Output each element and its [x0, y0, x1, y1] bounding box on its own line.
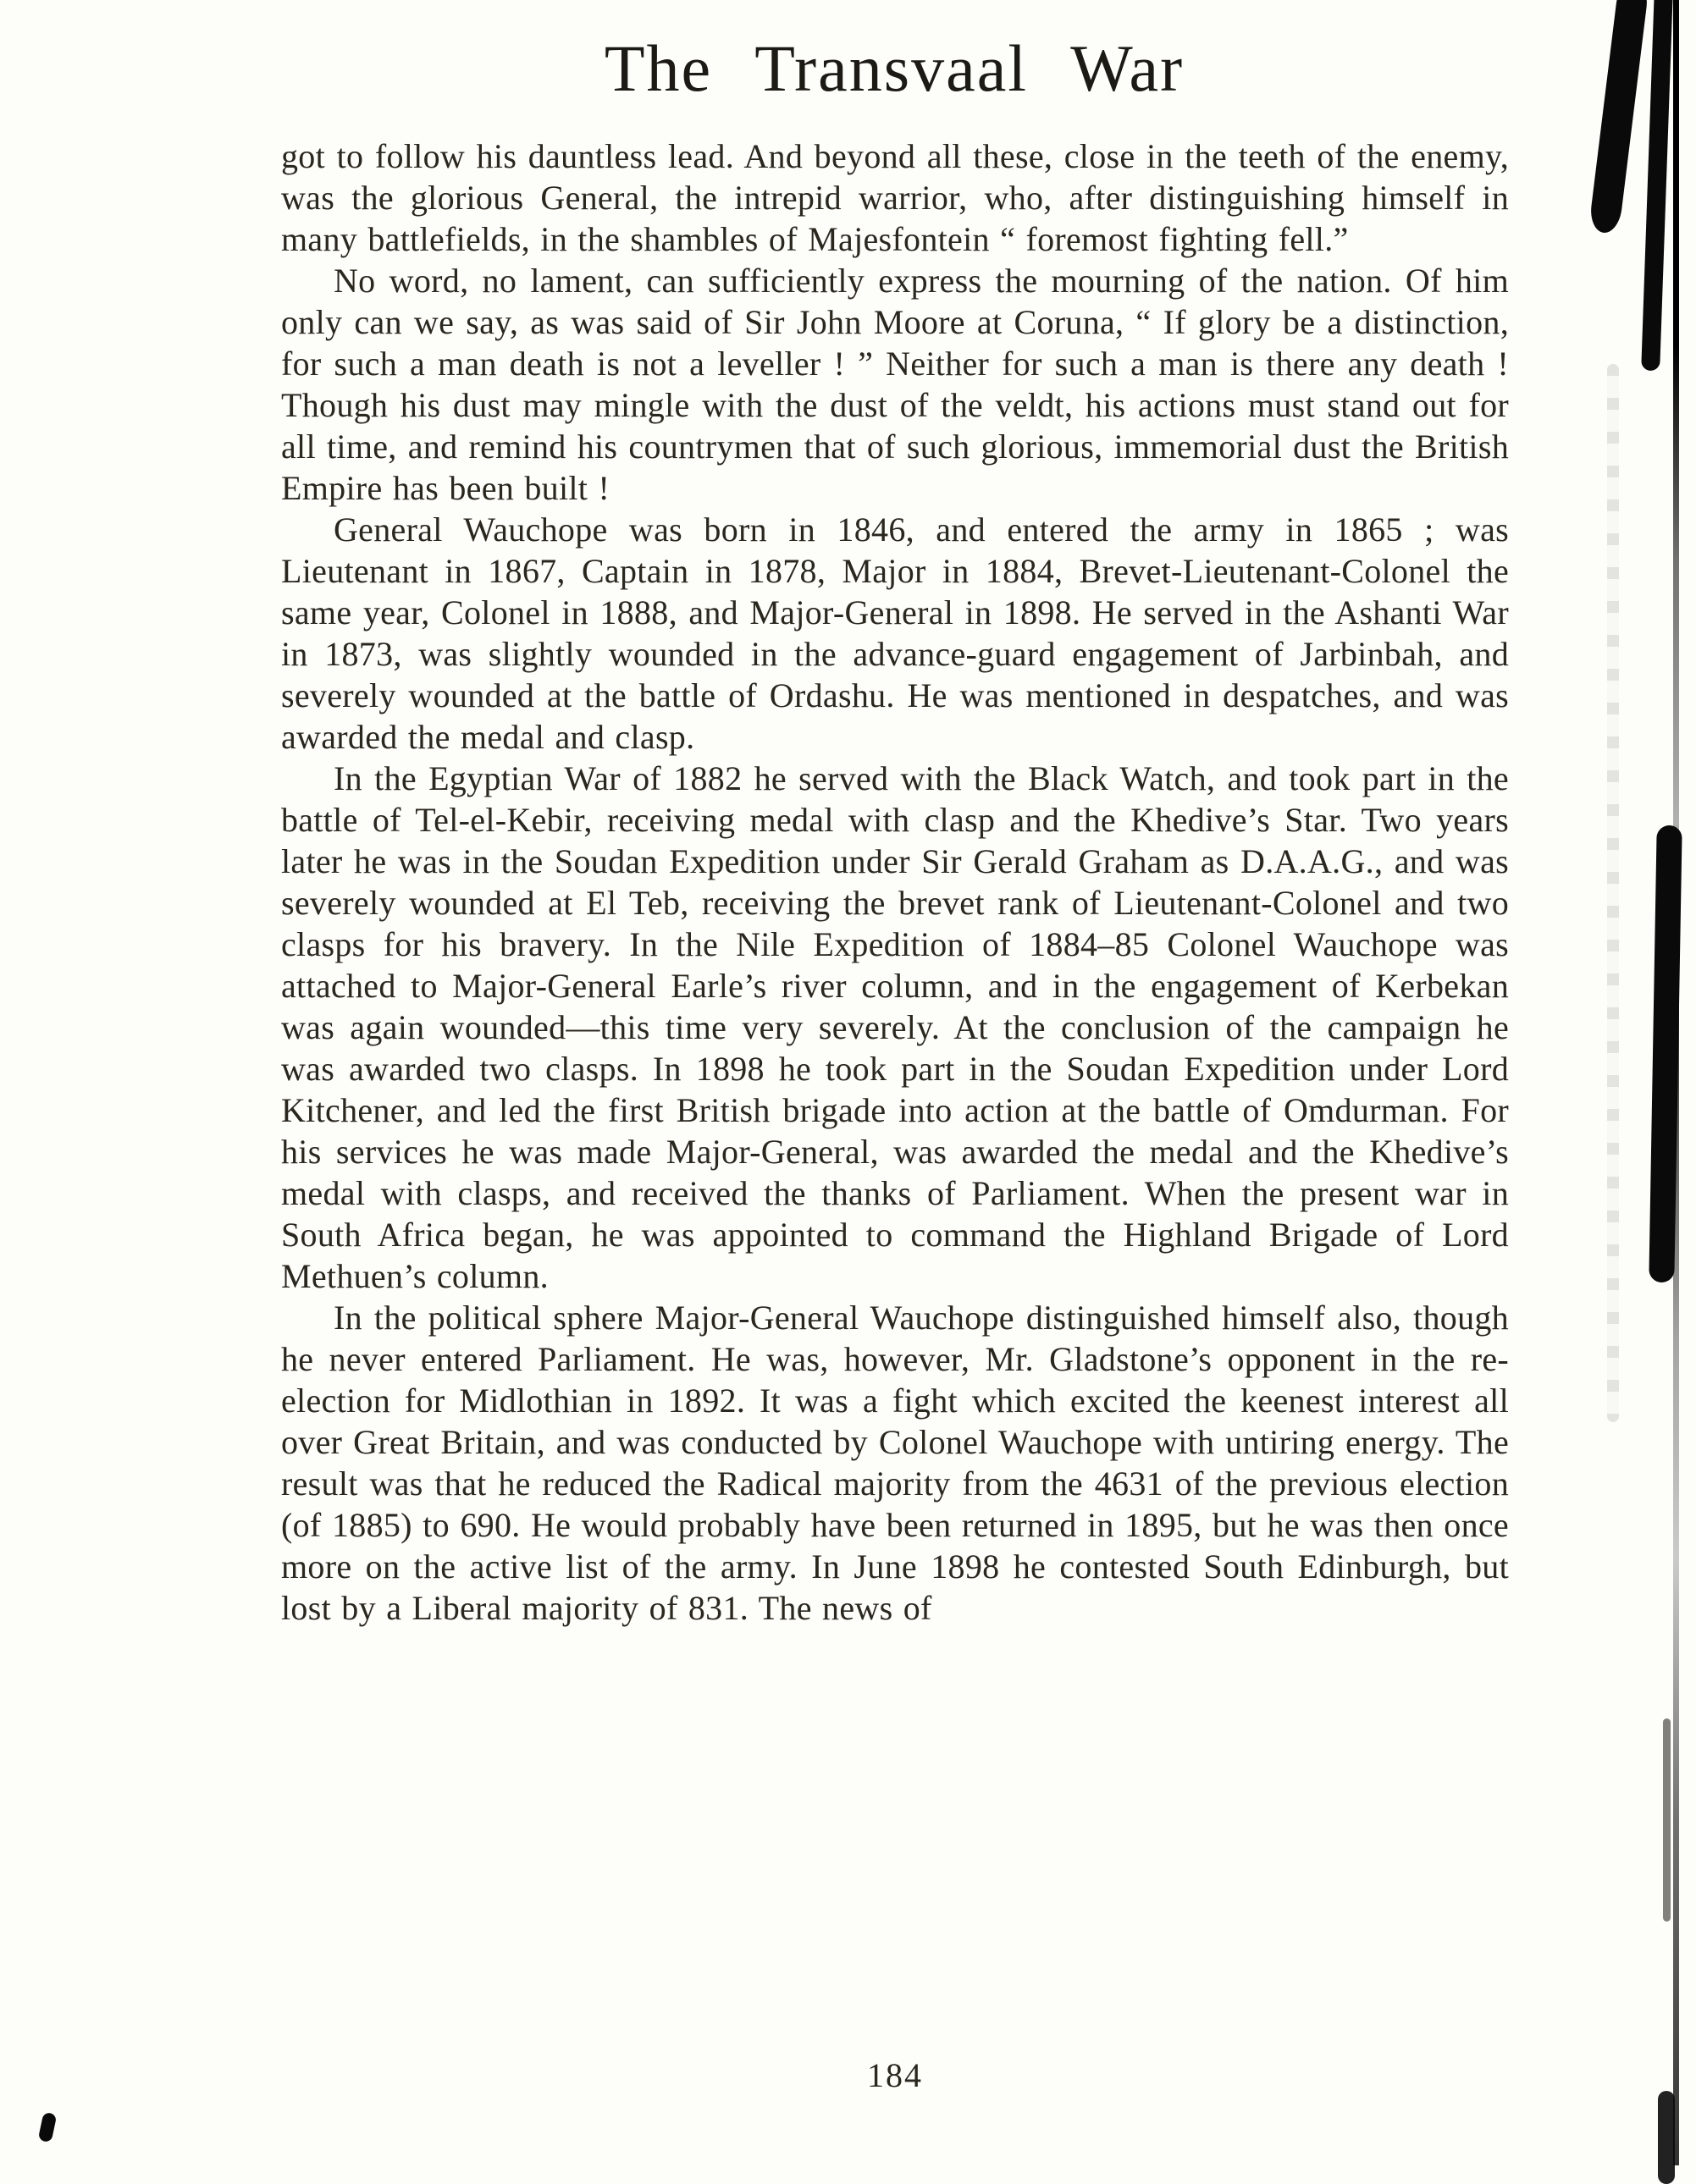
scan-artifact-bottom-right-mark [1658, 2091, 1675, 2184]
scan-artifact-faint-right-speckle [1607, 364, 1619, 1422]
paragraph-4: In the Egyptian War of 1882 he served with the Black Watch, and took part in the battle of Tel-el-Kebir, receiving medal with clasp and the Khedive’s Star. Two years later he was in the Soudan Expedition under Sir Gerald Graham as D.A.A.G., and was severely wounded at El Teb, receiving the brevet rank of Lieutenant-Colonel and two clasps for his bravery. In the Nile Expedition of 1884–85 Colonel Wauchope was attached to Major-General Earle’s river column, and in the engagement of Kerbekan was again wounded—this time very severely. At the conclusion of the campaign he was awarded two clasps. In 1898 he took part in the Soudan Expedition under Lord Kitchener, and led the first British brigade into action at the battle of Omdurman. For his services he was made Major-General, was awarded the medal and the Khedive’s medal with clasps, and received the thanks of Parliament. When the present war in South Africa began, he was appointed to command the Highland Brigade of Lord Methuen’s column. [281, 759, 1509, 1295]
paragraph-5: In the political sphere Major-General Wauchope distinguished himself also, though he never entered Parliament. He was, however, Mr. Gladstone’s opponent in the re-election for Midlothian in 1892. It was a fight which excited the keenest interest all over Great Britain, and was conducted by Colonel Wauchope with untiring energy. The result was that he reduced the Radical majority from the 4631 of the previous election (of 1885) to 690. He would probably have been returned in 1895, but he was then once more on the active list of the army. In June 1898 he contested South Edinburgh, but lost by a Liberal majority of 831. The news of [281, 1299, 1509, 1627]
paragraph-2: No word, no lament, can sufficiently express the mourning of the nation. Of him only can we say, as was said of Sir John Moore at Coruna, “ If glory be a distinction, for such a man death is not a leveller ! ” Neither for such a man is there any death ! Though his dust may mingle with the dust of the veldt, his actions must stand out for all time, and remind his countrymen that of such glorious, immemorial dust the British Empire has been built ! [281, 262, 1509, 507]
scan-artifact-bottom-left-mark [38, 2112, 58, 2143]
scan-artifact-top-right-stroke-1 [1588, 0, 1649, 234]
page-title: The Transvaal War [604, 31, 1185, 105]
paragraph-3: General Wauchope was born in 1846, and entered the army in 1865 ; was Lieutenant in 1867, Captain in 1878, Major in 1884, Brevet-Lieutenant-Colonel the same year, Colonel in 1888, and Major-General in 1898. He served in the Ashanti War in 1873, was slightly wounded in the advance-guard engagement of Jarbinbah, and severely wounded at the battle of Ordashu. He was mentioned in despatches, and was awarded the medal and clasp. [281, 510, 1509, 756]
paragraph-1: got to follow his dauntless lead. And beyond all these, close in the teeth of the enemy, was the glorious General, the intrepid warrior, who, after distinguishing himself in many battlefields, in the shambles of Majesfontein “ foremost fighting fell.” [281, 137, 1509, 258]
scan-artifact-lower-right-streak [1663, 1718, 1671, 1922]
page-number: 184 [867, 2056, 923, 2094]
scan-artifact-top-right-stroke-2 [1641, 0, 1673, 371]
page-text [281, 135, 1509, 1629]
